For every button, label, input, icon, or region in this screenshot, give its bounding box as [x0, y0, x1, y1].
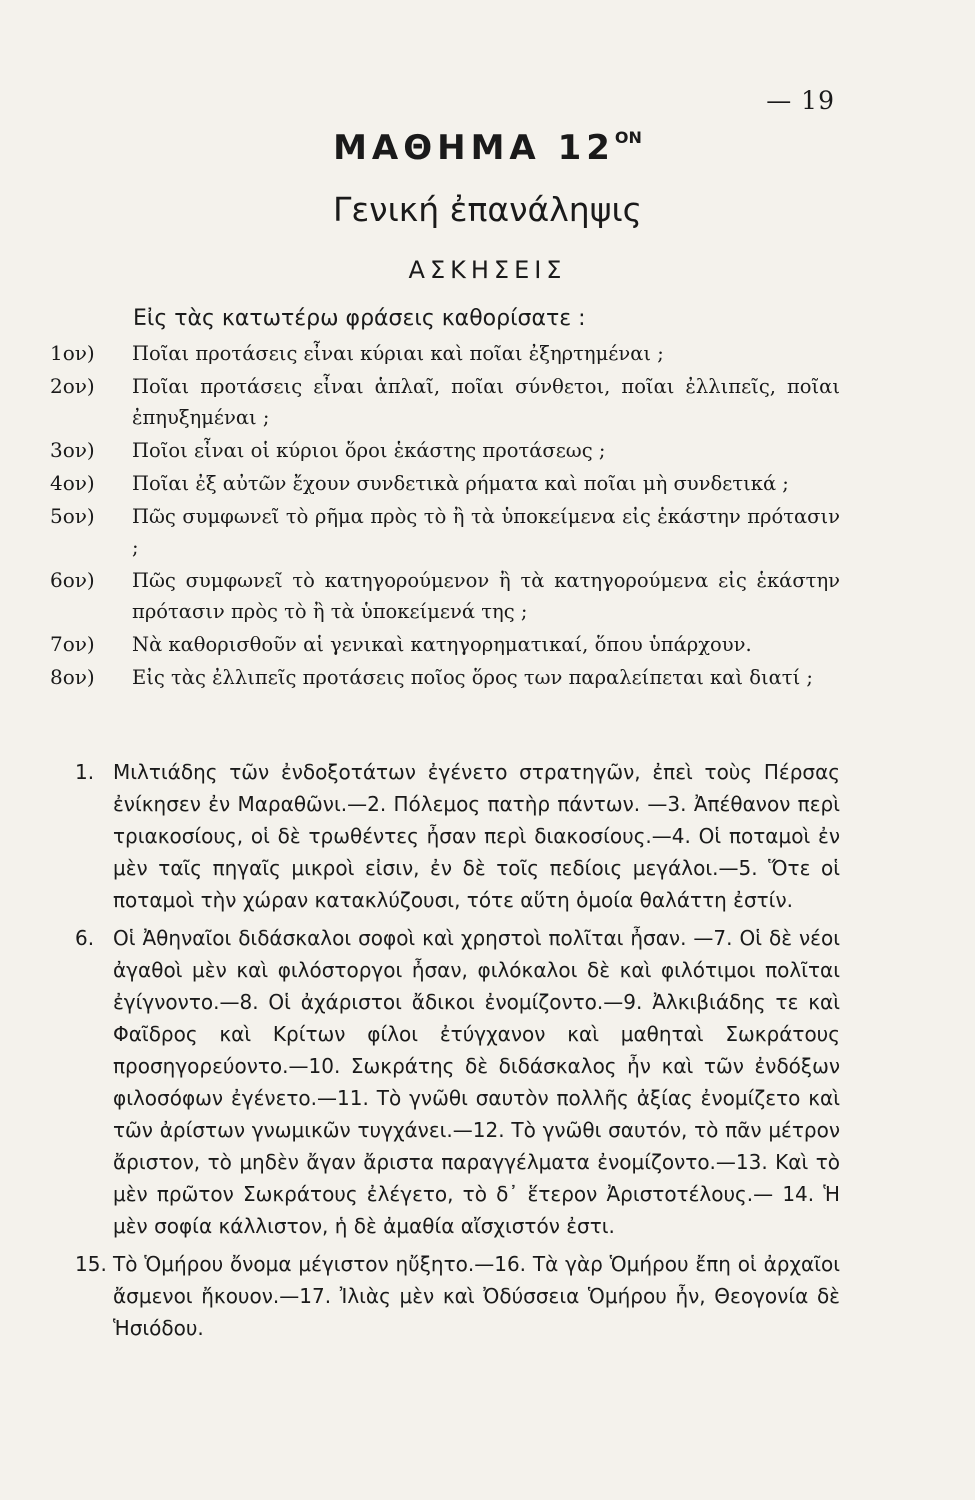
paragraph-text: Μιλτιάδης τῶν ἐνδοξοτάτων ἐγένετο στρατηγῶν, ἐπεὶ τοὺς Πέρσας ἐνίκησεν ἐν Μαραθῶνι.—2. Πόλεμος πατὴρ πάντων. —3. Ἀπέθανον περὶ τριακοσίους, οἱ δὲ τρωθέντες ἦσαν περὶ διακοσίους.—4. Οἱ ποταμοὶ ἐν μὲν ταῖς πηγαῖς μικροὶ εἰσιν, ἐν δὲ τοῖς πεδίοις μεγάλοι.—5. Ὅτε οἱ ποταμοὶ τὴν χώραν κατακλύζουσι, τότε αὕτη ὁμοία θαλάττη ἐστίν.: [113, 760, 840, 912]
question-text: Ποῖαι προτάσεις εἶναι ἁπλαῖ, ποῖαι σύνθετοι, ποῖαι ἐλλιπεῖς, ποῖαι ἐπηυξημέναι ;: [132, 375, 840, 429]
question-text: Πῶς συμφωνεῖ τὸ ρῆμα πρὸς τὸ ἢ τὰ ὑποκείμενα εἰς ἑκάστην πρότασιν ;: [132, 505, 840, 559]
question-number: 8ον): [50, 665, 95, 689]
paragraph-number: 1.: [75, 760, 95, 784]
lesson-subtitle: Γενική ἐπανάληψις: [332, 190, 643, 229]
question-number: 2ον): [50, 374, 95, 398]
question-number: 5ον): [50, 504, 95, 528]
sentence-paragraph: [75, 922, 840, 1242]
exercises-heading: ΑΣΚΗΣΕΙΣ: [408, 256, 567, 284]
question-text: Ποῖαι προτάσεις εἶναι κύριαι καὶ ποῖαι ἐξηρτημέναι ;: [132, 342, 664, 365]
lesson-title-suffix: ΟΝ: [614, 128, 642, 147]
question-number: 7ον): [50, 632, 95, 656]
question-item: [50, 629, 840, 660]
question-item: [50, 435, 840, 466]
question-text: Πῶς συμφωνεῖ τὸ κατηγορούμενον ἢ τὰ κατηγορούμενα εἰς ἑκάστην πρότασιν πρὸς τὸ ἢ τὰ ὑποκείμενά της ;: [132, 569, 840, 623]
question-text: Ποῖοι εἶναι οἱ κύριοι ὅροι ἑκάστης προτάσεως ;: [132, 439, 606, 462]
sentence-paragraph: [75, 1248, 840, 1344]
question-item: [50, 371, 840, 433]
sentence-paragraphs: [75, 756, 840, 1350]
paragraph-number: 6.: [75, 926, 95, 950]
question-item: [50, 565, 840, 627]
sentence-paragraph: [75, 756, 840, 916]
paragraph-text: Οἱ Ἀθηναῖοι διδάσκαλοι σοφοὶ καὶ χρηστοὶ πολῖται ἦσαν. —7. Οἱ δὲ νέοι ἀγαθοὶ μὲν καὶ φιλόστοργοι ἦσαν, φιλόκαλοι δὲ καὶ φιλότιμοι πολῖται ἐγίγνοντο.—8. Οἱ ἀχάριστοι ἄδικοι ἐνομίζοντο.—9. Ἀλκιβιάδης τε καὶ Φαῖδρος καὶ Κρίτων φίλοι ἐτύγχανον καὶ μαθηταὶ Σωκράτους προσηγορεύοντο.—10. Σωκράτης δὲ διδάσκαλος ἦν καὶ τῶν ἐνδόξων φιλοσόφων ἐγένετο.—11. Τὸ γνῶθι σαυτὸν πολλῆς ἀξίας ἐνομίζετο καὶ τῶν ἀρίστων γνωμικῶν τυγχάνει.—12. Τὸ γνῶθι σαυτόν, τὸ πᾶν μέτρον ἄριστον, τὸ μηδὲν ἄγαν ἄριστα παραγγέλματα ἐνομίζοντο.—13. Καὶ τὸ μὲν πρῶτον Σωκράτους ἐλέγετο, τὸ δ᾿ ἕτερον Ἀριστοτέλους.— 14. Ἡ μὲν σοφία κάλλιστον, ἡ δὲ ἀμαθία αἴσχιστόν ἐστι.: [113, 926, 840, 1238]
lesson-title: [0, 128, 975, 168]
question-number: 3ον): [50, 438, 95, 462]
question-text: Νὰ καθορισθοῦν αἱ γενικαὶ κατηγορηματικαί, ὅπου ὑπάρχουν.: [132, 633, 752, 656]
question-number: 6ον): [50, 568, 95, 592]
paragraph-text: Τὸ Ὁμήρου ὄνομα μέγιστον ηὔξητο.—16. Τὰ γὰρ Ὁμήρου ἔπη οἱ ἀρχαῖοι ἄσμενοι ἤκουον.—17. Ἰλιὰς μὲν καὶ Ὀδύσσεια Ὁμήρου ἦν, Θεογονία δὲ Ἡσιόδου.: [113, 1252, 840, 1340]
question-number: 1ον): [50, 341, 95, 365]
question-item: [50, 501, 840, 563]
lesson-title-text: ΜΑΘΗΜΑ 12: [333, 128, 615, 168]
question-text: Ποῖαι ἐξ αὐτῶν ἔχουν συνδετικὰ ρήματα καὶ ποῖαι μὴ συνδετικά ;: [132, 472, 789, 495]
question-item: [50, 662, 840, 693]
question-item: [50, 468, 840, 499]
question-list: [50, 338, 840, 695]
question-text: Εἰς τὰς ἐλλιπεῖς προτάσεις ποῖος ὅρος των παραλείπεται καὶ διατί ;: [132, 666, 814, 689]
page-number: — 19: [766, 86, 835, 115]
question-number: 4ον): [50, 471, 95, 495]
question-item: [50, 338, 840, 369]
exercises-instruction: Εἰς τὰς κατωτέρω φράσεις καθορίσατε :: [133, 306, 586, 331]
paragraph-number: 15.: [75, 1252, 107, 1276]
